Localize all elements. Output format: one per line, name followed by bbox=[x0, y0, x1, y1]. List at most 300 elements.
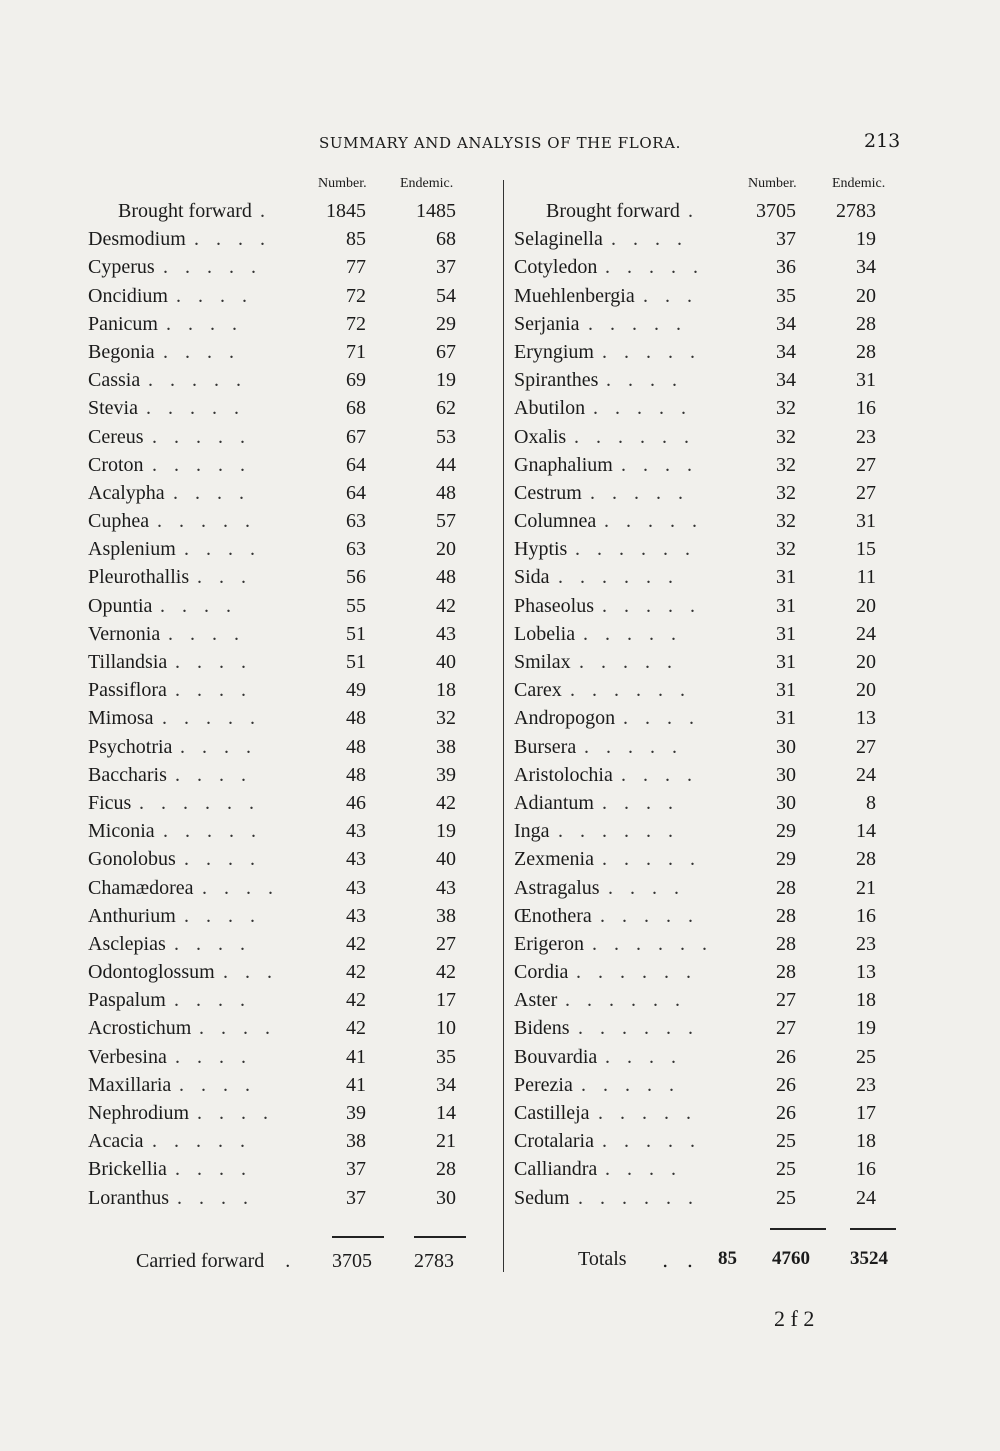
species-number: 77 bbox=[346, 256, 366, 279]
genus-name: Sedum bbox=[514, 1186, 570, 1209]
genus-name: Bouvardia bbox=[514, 1045, 598, 1068]
number-column-heading: Number. bbox=[748, 176, 797, 191]
endemic-number: 43 bbox=[436, 876, 456, 899]
table-row bbox=[514, 877, 904, 905]
table-row bbox=[88, 736, 472, 764]
endemic-number: 2783 bbox=[836, 200, 876, 222]
leader-dots: . . . . . bbox=[602, 1130, 701, 1153]
genus-name: Stevia bbox=[88, 397, 138, 420]
sum-rule bbox=[850, 1228, 896, 1230]
species-number: 29 bbox=[776, 848, 796, 871]
table-row bbox=[88, 989, 472, 1017]
genus-name: Brought forward bbox=[118, 200, 252, 222]
leader-dots: . . . . bbox=[175, 679, 252, 702]
species-number: 64 bbox=[346, 481, 366, 504]
genus-name: Muehlenbergia bbox=[514, 284, 635, 307]
printer-signature: 2 f 2 bbox=[774, 1306, 815, 1331]
endemic-number: 13 bbox=[856, 961, 876, 984]
table-row bbox=[514, 933, 904, 961]
species-number: 26 bbox=[776, 1073, 796, 1096]
species-number: 63 bbox=[346, 510, 366, 533]
genus-name: Selaginella bbox=[514, 228, 603, 251]
leader-dots: . . . . bbox=[175, 651, 252, 673]
table-row bbox=[88, 679, 472, 707]
table-row bbox=[88, 877, 472, 905]
column-divider bbox=[503, 180, 504, 1272]
totals-label: Totals bbox=[578, 1248, 627, 1270]
genus-name: Asclepias bbox=[88, 932, 166, 955]
genus-name: Hyptis bbox=[514, 538, 568, 561]
species-number: 43 bbox=[346, 848, 366, 871]
endemic-number: 27 bbox=[436, 932, 456, 955]
species-number: 67 bbox=[346, 425, 366, 448]
table-row bbox=[514, 989, 904, 1017]
leader-dots: . . . . bbox=[611, 228, 688, 251]
leader-dots: . . . . . bbox=[593, 397, 692, 420]
endemic-number: 48 bbox=[436, 566, 456, 589]
leader-dots: . . . . . . bbox=[570, 679, 691, 702]
species-number: 48 bbox=[346, 735, 366, 758]
genus-name: Astragalus bbox=[514, 876, 600, 899]
genus-name: Aristolochia bbox=[514, 763, 613, 786]
leader-dots: . . . . bbox=[605, 1045, 682, 1068]
table-row bbox=[514, 820, 904, 848]
genus-name: Gonolobus bbox=[88, 848, 176, 871]
endemic-number: 20 bbox=[856, 594, 876, 617]
table-row bbox=[88, 707, 472, 735]
endemic-number: 19 bbox=[856, 1017, 876, 1040]
table-row bbox=[514, 651, 904, 679]
species-number: 37 bbox=[776, 228, 796, 251]
endemic-number: 30 bbox=[436, 1186, 456, 1209]
genus-name: Cereus bbox=[88, 425, 144, 448]
species-number: 31 bbox=[776, 707, 796, 730]
genus-name: Cestrum bbox=[514, 481, 582, 504]
leader-dots: . . . . . bbox=[584, 735, 683, 758]
leader-dots: . . . . . bbox=[152, 425, 251, 448]
genus-name: Smilax bbox=[514, 651, 571, 673]
left-column-header bbox=[88, 176, 472, 200]
table-row bbox=[88, 595, 472, 623]
table-row bbox=[514, 736, 904, 764]
endemic-number: 38 bbox=[436, 735, 456, 758]
genus-name: Vernonia bbox=[88, 622, 161, 645]
species-number: 48 bbox=[346, 763, 366, 786]
genus-name: Cuphea bbox=[88, 510, 150, 533]
endemic-number: 67 bbox=[436, 340, 456, 363]
right-column-header bbox=[514, 176, 904, 200]
leader-dots: . . . . . bbox=[581, 1073, 680, 1096]
leader-dots: . . . . bbox=[184, 904, 261, 927]
endemic-number: 23 bbox=[856, 425, 876, 448]
leader-dots: . . . . bbox=[175, 1158, 252, 1181]
leader-dots: . . . . bbox=[608, 876, 685, 899]
endemic-number: 28 bbox=[436, 1158, 456, 1181]
leader-dots: . . . . bbox=[177, 1186, 254, 1209]
table-row bbox=[514, 1046, 904, 1074]
leader-dots: . . . . bbox=[180, 735, 257, 758]
endemic-number: 15 bbox=[856, 538, 876, 561]
genus-name: Tillandsia bbox=[88, 651, 168, 673]
leader-dots: . . . . bbox=[163, 340, 240, 363]
species-number: 72 bbox=[346, 284, 366, 307]
leader-dots: . . . . bbox=[605, 1158, 682, 1181]
leader-dots: . . . . bbox=[623, 707, 700, 730]
species-number: 37 bbox=[346, 1158, 366, 1181]
leader-dots: . . . . . bbox=[579, 651, 678, 673]
species-number: 63 bbox=[346, 538, 366, 561]
table-row bbox=[88, 961, 472, 989]
table-row bbox=[88, 1102, 472, 1130]
table-row bbox=[88, 623, 472, 651]
page-number: 213 bbox=[864, 130, 901, 152]
table-row bbox=[514, 313, 904, 341]
table-row bbox=[514, 369, 904, 397]
table-row bbox=[514, 792, 904, 820]
species-number: 49 bbox=[346, 679, 366, 702]
species-number: 37 bbox=[346, 1186, 366, 1209]
species-number: 32 bbox=[776, 481, 796, 504]
endemic-number: 14 bbox=[856, 820, 876, 843]
genus-name: Opuntia bbox=[88, 594, 153, 617]
leader-dots: . . . . bbox=[202, 876, 279, 899]
leader-dots: . . . . bbox=[173, 481, 250, 504]
species-number: 31 bbox=[776, 622, 796, 645]
table-row bbox=[88, 1046, 472, 1074]
endemic-number: 18 bbox=[856, 1130, 876, 1153]
genus-name: Ficus bbox=[88, 791, 132, 814]
species-number: 42 bbox=[346, 989, 366, 1012]
leader-dots: . . . . bbox=[184, 848, 261, 871]
table-row bbox=[514, 1187, 904, 1215]
species-number: 41 bbox=[346, 1045, 366, 1068]
species-number: 3705 bbox=[756, 200, 796, 222]
genus-name: Odontoglossum bbox=[88, 961, 215, 984]
genus-name: Erigeron bbox=[514, 932, 584, 955]
species-number: 85 bbox=[346, 228, 366, 251]
species-number: 42 bbox=[346, 932, 366, 955]
genus-name: Acacia bbox=[88, 1130, 144, 1153]
table-row bbox=[88, 1158, 472, 1186]
table-row bbox=[514, 848, 904, 876]
endemic-number: 27 bbox=[856, 735, 876, 758]
endemic-number: 19 bbox=[856, 228, 876, 251]
genus-name: Eryngium bbox=[514, 340, 594, 363]
species-number: 26 bbox=[776, 1102, 796, 1124]
species-number: 43 bbox=[346, 904, 366, 927]
species-number: 34 bbox=[776, 312, 796, 335]
genus-name: Œnothera bbox=[514, 904, 592, 927]
endemic-number: 24 bbox=[856, 763, 876, 786]
endemic-number: 27 bbox=[856, 481, 876, 504]
endemic-number: 19 bbox=[436, 369, 456, 392]
endemic-number: 35 bbox=[436, 1045, 456, 1068]
leader-dots: . . . . bbox=[621, 763, 698, 786]
leader-dots: . . . . bbox=[168, 622, 245, 645]
endemic-number: 16 bbox=[856, 1158, 876, 1181]
endemic-number: 10 bbox=[436, 1017, 456, 1040]
genus-name: Perezia bbox=[514, 1073, 573, 1096]
endemic-column-heading: Endemic. bbox=[832, 176, 886, 191]
genus-name: Serjania bbox=[514, 312, 580, 335]
totals-genera: 85 bbox=[718, 1248, 737, 1269]
genus-name: Adiantum bbox=[514, 791, 594, 814]
endemic-number: 20 bbox=[856, 284, 876, 307]
carried-forward-text: Carried forward bbox=[136, 1250, 265, 1272]
genus-name: Oncidium bbox=[88, 284, 168, 307]
genus-name: Loranthus bbox=[88, 1186, 170, 1209]
table-row bbox=[514, 905, 904, 933]
endemic-number: 37 bbox=[436, 256, 456, 279]
endemic-number: 28 bbox=[856, 312, 876, 335]
leader-dots: . . . . bbox=[199, 1017, 276, 1040]
species-number: 69 bbox=[346, 369, 366, 392]
genus-name: Bidens bbox=[514, 1017, 570, 1040]
carried-forward-number: 3705 bbox=[332, 1250, 372, 1272]
endemic-number: 21 bbox=[436, 1130, 456, 1153]
table-row bbox=[88, 651, 472, 679]
table-row bbox=[514, 454, 904, 482]
species-number: 25 bbox=[776, 1130, 796, 1153]
genus-name: Phaseolus bbox=[514, 594, 594, 617]
endemic-number: 1485 bbox=[416, 200, 456, 222]
right-rows bbox=[514, 200, 904, 1215]
endemic-number: 23 bbox=[856, 932, 876, 955]
table-row bbox=[88, 905, 472, 933]
genus-name: Lobelia bbox=[514, 622, 576, 645]
table-row bbox=[514, 961, 904, 989]
table-row bbox=[88, 369, 472, 397]
carried-forward-endemic: 2783 bbox=[414, 1250, 454, 1272]
genus-name: Bursera bbox=[514, 735, 577, 758]
species-number: 51 bbox=[346, 651, 366, 673]
endemic-column-heading: Endemic. bbox=[400, 176, 454, 191]
endemic-number: 42 bbox=[436, 594, 456, 617]
table-row bbox=[88, 341, 472, 369]
genus-name: Mimosa bbox=[88, 707, 154, 730]
genus-name: Paspalum bbox=[88, 989, 166, 1012]
endemic-number: 20 bbox=[856, 679, 876, 702]
species-number: 32 bbox=[776, 425, 796, 448]
table-row bbox=[88, 482, 472, 510]
leader-dots: . . . . . . bbox=[575, 538, 696, 561]
leader-dots: . . . . . . bbox=[576, 961, 697, 984]
leader-dots: . . . . . bbox=[598, 1102, 697, 1124]
table-row bbox=[514, 1158, 904, 1186]
table-row bbox=[88, 848, 472, 876]
genus-name: Cotyledon bbox=[514, 256, 598, 279]
leader-dots: . . . . . . bbox=[578, 1017, 699, 1040]
leader-dots: . . . . bbox=[175, 763, 252, 786]
genus-name: Spiranthes bbox=[514, 369, 599, 392]
genus-name: Miconia bbox=[88, 820, 155, 843]
species-number: 48 bbox=[346, 707, 366, 730]
endemic-number: 17 bbox=[856, 1102, 876, 1124]
table-row bbox=[514, 1130, 904, 1158]
leader-dots: . . . . bbox=[602, 791, 679, 814]
table-row bbox=[88, 792, 472, 820]
genus-name: Columnea bbox=[514, 510, 597, 533]
species-number: 72 bbox=[346, 312, 366, 335]
species-number: 28 bbox=[776, 876, 796, 899]
endemic-number: 48 bbox=[436, 481, 456, 504]
leader-dots: . . . . . . bbox=[574, 425, 695, 448]
genus-name: Brickellia bbox=[88, 1158, 167, 1181]
left-rows bbox=[88, 200, 472, 1215]
genus-name: Begonia bbox=[88, 340, 155, 363]
species-number: 26 bbox=[776, 1045, 796, 1068]
genus-name: Cyperus bbox=[88, 256, 155, 279]
leader-dots: . . . . . . bbox=[578, 1186, 699, 1209]
leader-dots: . . . . . bbox=[152, 1130, 251, 1153]
table-row bbox=[514, 538, 904, 566]
table-row bbox=[88, 256, 472, 284]
genus-name: Croton bbox=[88, 453, 144, 476]
table-row bbox=[514, 764, 904, 792]
table-row bbox=[88, 285, 472, 313]
table-row bbox=[514, 426, 904, 454]
leader-dots: . . . . . . bbox=[558, 820, 679, 843]
table-row bbox=[514, 397, 904, 425]
leader-dots: . . . . . bbox=[605, 256, 704, 279]
leader-dots: . . . . bbox=[175, 1045, 252, 1068]
table-row bbox=[88, 933, 472, 961]
species-number: 29 bbox=[776, 820, 796, 843]
table-row bbox=[88, 426, 472, 454]
species-number: 42 bbox=[346, 1017, 366, 1040]
endemic-number: 24 bbox=[856, 1186, 876, 1209]
species-number: 42 bbox=[346, 961, 366, 984]
species-number: 1845 bbox=[326, 200, 366, 222]
genus-name: Nephrodium bbox=[88, 1102, 190, 1124]
species-number: 28 bbox=[776, 961, 796, 984]
genus-name: Asplenium bbox=[88, 538, 176, 561]
totals-endemic: 3524 bbox=[850, 1248, 888, 1269]
species-number: 34 bbox=[776, 369, 796, 392]
table-row bbox=[514, 1017, 904, 1045]
species-number: 30 bbox=[776, 763, 796, 786]
table-row bbox=[514, 566, 904, 594]
right-column bbox=[514, 176, 904, 1215]
genus-name: Oxalis bbox=[514, 425, 567, 448]
leader-dots: . . . . . bbox=[163, 820, 262, 843]
genus-name: Acalypha bbox=[88, 481, 165, 504]
leader-dots: . . . . . bbox=[588, 312, 687, 335]
leader-dots: . . . . bbox=[179, 1073, 256, 1096]
endemic-number: 42 bbox=[436, 961, 456, 984]
species-number: 25 bbox=[776, 1158, 796, 1181]
leader-dots: . . . . bbox=[174, 932, 251, 955]
leader-dots: . . . . bbox=[606, 369, 683, 392]
genus-name: Castilleja bbox=[514, 1102, 590, 1124]
genus-name: Andropogon bbox=[514, 707, 616, 730]
table-row bbox=[514, 256, 904, 284]
endemic-number: 34 bbox=[436, 1073, 456, 1096]
genus-name: Brought forward bbox=[546, 200, 680, 222]
leader-dots: . . . . bbox=[174, 989, 251, 1012]
genus-name: Crotalaria bbox=[514, 1130, 594, 1153]
endemic-number: 16 bbox=[856, 397, 876, 420]
endemic-number: 11 bbox=[856, 566, 876, 589]
leader-dots: . . . . . . bbox=[592, 932, 713, 955]
leader-dots: . . . . bbox=[621, 453, 698, 476]
species-number: 32 bbox=[776, 510, 796, 533]
leader-dots: . . . . . bbox=[602, 848, 701, 871]
leader-dots: . . . . . bbox=[602, 594, 701, 617]
carried-forward-dots: . bbox=[285, 1250, 291, 1272]
endemic-number: 38 bbox=[436, 904, 456, 927]
table-row bbox=[88, 397, 472, 425]
species-number: 46 bbox=[346, 791, 366, 814]
endemic-number: 18 bbox=[436, 679, 456, 702]
sum-rule bbox=[332, 1236, 384, 1238]
genus-name: Passiflora bbox=[88, 679, 167, 702]
number-column-heading: Number. bbox=[318, 176, 367, 191]
leader-dots: . . . bbox=[197, 566, 252, 589]
table-row bbox=[88, 538, 472, 566]
table-row bbox=[88, 820, 472, 848]
genus-name: Carex bbox=[514, 679, 562, 702]
species-number: 43 bbox=[346, 820, 366, 843]
endemic-number: 28 bbox=[856, 340, 876, 363]
endemic-number: 40 bbox=[436, 651, 456, 673]
species-number: 31 bbox=[776, 651, 796, 673]
genus-name: Pleurothallis bbox=[88, 566, 190, 589]
table-row bbox=[514, 1074, 904, 1102]
endemic-number: 28 bbox=[856, 848, 876, 871]
leader-dots: . . . . bbox=[184, 538, 261, 561]
leader-dots: . . . . . bbox=[600, 904, 699, 927]
genus-name: Maxillaria bbox=[88, 1073, 172, 1096]
genus-name: Inga bbox=[514, 820, 550, 843]
leader-dots: . . . . . . bbox=[565, 989, 686, 1012]
species-number: 64 bbox=[346, 453, 366, 476]
species-number: 35 bbox=[776, 284, 796, 307]
leader-dots: . . . . bbox=[166, 312, 243, 335]
table-row bbox=[514, 228, 904, 256]
genus-name: Verbesina bbox=[88, 1045, 167, 1068]
genus-name: Gnaphalium bbox=[514, 453, 613, 476]
genus-name: Aster bbox=[514, 989, 558, 1012]
endemic-number: 23 bbox=[856, 1073, 876, 1096]
endemic-number: 57 bbox=[436, 510, 456, 533]
genus-name: Sida bbox=[514, 566, 550, 589]
table-row bbox=[514, 285, 904, 313]
endemic-number: 19 bbox=[436, 820, 456, 843]
endemic-number: 40 bbox=[436, 848, 456, 871]
genus-name: Panicum bbox=[88, 312, 158, 335]
leader-dots: . bbox=[688, 200, 699, 222]
species-number: 55 bbox=[346, 594, 366, 617]
species-number: 38 bbox=[346, 1130, 366, 1153]
sum-rule bbox=[770, 1228, 826, 1230]
genus-name: Desmodium bbox=[88, 228, 186, 251]
endemic-number: 13 bbox=[856, 707, 876, 730]
endemic-number: 31 bbox=[856, 510, 876, 533]
endemic-number: 42 bbox=[436, 791, 456, 814]
genus-name: Abutilon bbox=[514, 397, 586, 420]
page-title: SUMMARY AND ANALYSIS OF THE FLORA. bbox=[319, 134, 681, 152]
species-number: 30 bbox=[776, 735, 796, 758]
leader-dots: . . . . bbox=[197, 1102, 274, 1124]
table-row bbox=[88, 228, 472, 256]
table-row bbox=[88, 510, 472, 538]
endemic-number: 24 bbox=[856, 622, 876, 645]
leader-dots: . . . . . bbox=[602, 340, 701, 363]
table-row bbox=[514, 482, 904, 510]
totals-number: 4760 bbox=[772, 1248, 810, 1269]
species-number: 25 bbox=[776, 1186, 796, 1209]
